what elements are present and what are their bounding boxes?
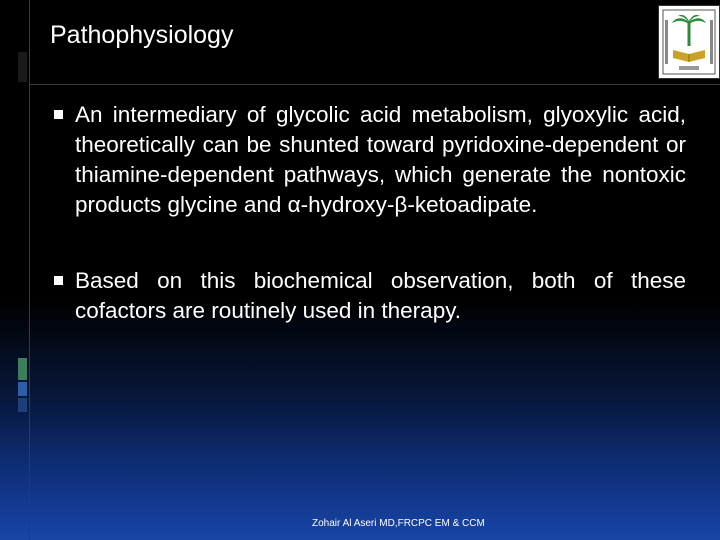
vertical-rule xyxy=(29,0,30,540)
horizontal-rule xyxy=(29,84,720,85)
king-saud-university-logo-icon xyxy=(659,6,719,78)
decorative-block-green xyxy=(18,358,27,380)
bullet-list xyxy=(54,100,686,326)
bullet-item xyxy=(54,266,686,326)
decorative-block-blue xyxy=(18,382,27,396)
square-bullet-icon xyxy=(54,276,63,285)
slide-footer: Zohair Al Aseri MD,FRCPC EM & CCM xyxy=(312,518,485,529)
square-bullet-icon xyxy=(54,110,63,119)
university-logo xyxy=(658,5,720,79)
bullet-text: Based on this biochemical observation, both of these cofactors are routinely used in therapy. xyxy=(75,268,686,323)
decorative-block-top xyxy=(18,52,27,82)
bullet-item xyxy=(54,100,686,220)
decorative-block-navy xyxy=(18,398,27,412)
bullet-text: An intermediary of glycolic acid metabolism, glyoxylic acid, theoretically can be shunted toward pyridoxine-dependent or thiamine-dependent pathways, which generate the nontoxic products glycine and α-hydroxy-β-ketoadipate. xyxy=(75,102,686,217)
slide-title: Pathophysiology xyxy=(50,21,234,49)
